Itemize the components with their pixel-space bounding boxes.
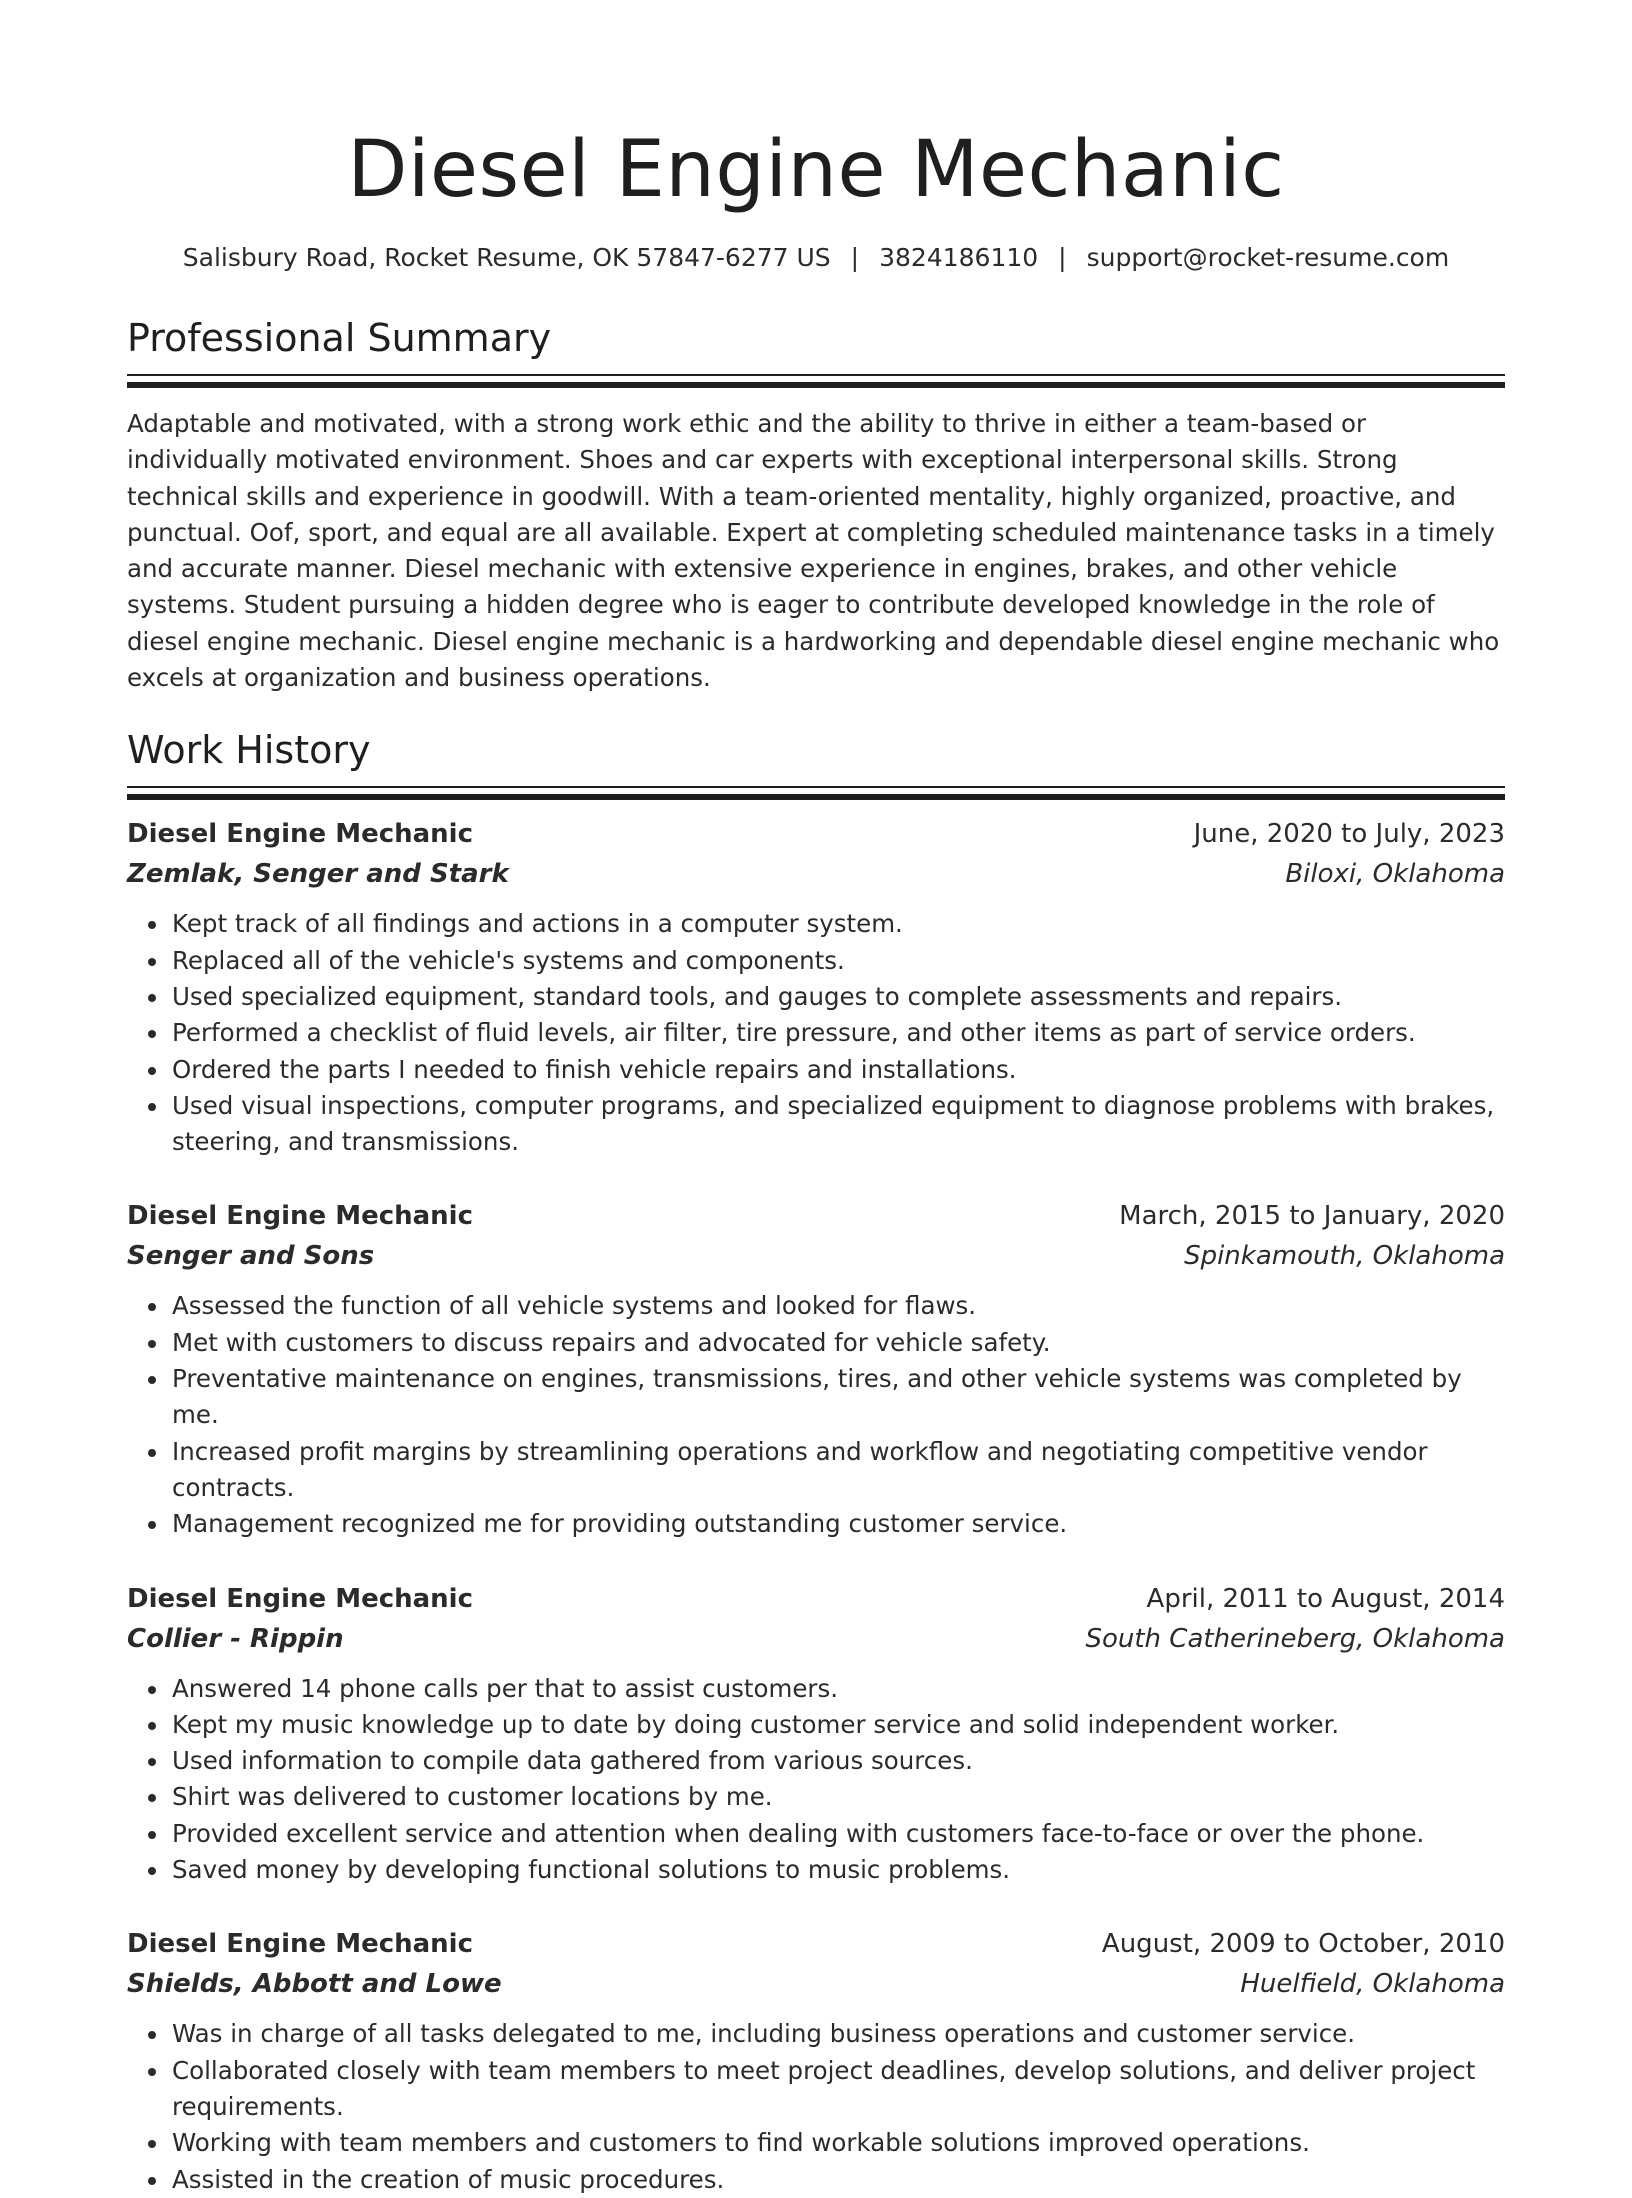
- contact-email: support@rocket-resume.com: [1086, 243, 1450, 272]
- section-divider: [127, 786, 1505, 800]
- job-bullet: • Ordered the parts I needed to finish vehicle repairs and installations.: [170, 1052, 1505, 1088]
- job-company-row: [127, 854, 1505, 894]
- job-bullet: • Was in charge of all tasks delegated to me, including business operations and customer service.: [170, 2016, 1505, 2052]
- job-title: Diesel Engine Mechanic: [127, 1583, 473, 1614]
- job-bullet: • Used specialized equipment, standard tools, and gauges to complete assessments and repairs.: [170, 979, 1505, 1015]
- job-list: [127, 814, 1505, 2197]
- job-bullet: • Preventative maintenance on engines, transmissions, tires, and other vehicle systems was completed by me.: [170, 1361, 1505, 1434]
- job-dates: June, 2020 to July, 2023: [1193, 819, 1505, 850]
- job-bullet: • Kept track of all findings and actions in a computer system.: [170, 906, 1505, 942]
- job-bullet: • Provided excellent service and attention when dealing with customers face-to-face or over the phone.: [170, 1816, 1505, 1852]
- job-title: Diesel Engine Mechanic: [127, 819, 473, 850]
- job-company: Collier - Rippin: [127, 1623, 344, 1654]
- job-title: Diesel Engine Mechanic: [127, 1201, 473, 1232]
- job-location: Huelfield, Oklahoma: [1240, 1969, 1505, 2000]
- job-bullet: • Assisted in the creation of music procedures.: [170, 2162, 1505, 2198]
- summary-section: [127, 312, 1505, 696]
- job-company-row: [127, 1619, 1505, 1659]
- job-bullet: • Working with team members and customers to find workable solutions improved operations.: [170, 2125, 1505, 2161]
- job-bullet-list: [127, 1288, 1505, 1542]
- summary-heading: Professional Summary: [127, 316, 552, 360]
- section-divider: [127, 374, 1505, 388]
- job-dates: August, 2009 to October, 2010: [1101, 1929, 1505, 1960]
- summary-text: Adaptable and motivated, with a strong work ethic and the ability to thrive in either a team-based or individually motivated environment. Shoes and car experts with exceptional interpersonal skills. Strong technical skills and experience in goodwill. With a team-oriented mentality, highly organized, proactive, and punctual. Oof, sport, and equal are all available. Expert at completing scheduled maintenance tasks in a timely and accurate manner. Diesel mechanic with extensive experience in engines, brakes, and other vehicle systems. Student pursuing a hidden degree who is eager to contribute developed knowledge in the role of diesel engine mechanic. Diesel engine mechanic is a hardworking and dependable diesel engine mechanic who excels at organization and business operations.: [127, 409, 1500, 693]
- job-bullet: • Shirt was delivered to customer locations by me.: [170, 1779, 1505, 1815]
- job-company: Shields, Abbott and Lowe: [127, 1969, 502, 2000]
- contact-line: [127, 238, 1505, 278]
- job-entry: [127, 814, 1505, 1160]
- job-location: South Catherineberg, Oklahoma: [1085, 1623, 1505, 1654]
- job-bullet: • Assessed the function of all vehicle systems and looked for flaws.: [170, 1288, 1505, 1324]
- job-company-row: [127, 1964, 1505, 2004]
- job-header-row: [127, 814, 1505, 854]
- work-history-section: [127, 724, 1505, 2197]
- contact-phone: 3824186110: [879, 243, 1039, 272]
- job-bullet: • Performed a checklist of fluid levels, air filter, tire pressure, and other items as part of service orders.: [170, 1015, 1505, 1051]
- contact-separator: |: [850, 243, 860, 272]
- job-entry: [127, 1196, 1505, 1542]
- job-bullet-list: [127, 1671, 1505, 1889]
- job-location: Spinkamouth, Oklahoma: [1184, 1241, 1505, 1272]
- work-history-heading: Work History: [127, 728, 371, 773]
- job-company: Zemlak, Senger and Stark: [127, 859, 509, 890]
- job-dates: April, 2011 to August, 2014: [1146, 1583, 1505, 1614]
- job-entry: [127, 1924, 1505, 2197]
- contact-address: Salisbury Road, Rocket Resume, OK 57847-6277 US: [182, 243, 831, 272]
- job-bullet: • Collaborated closely with team members to meet project deadlines, develop solutions, and deliver project requirements.: [170, 2053, 1505, 2126]
- job-header-row: [127, 1579, 1505, 1619]
- job-entry: [127, 1579, 1505, 1889]
- resume-name: Diesel Engine Mechanic: [347, 125, 1285, 215]
- job-bullet: • Kept my music knowledge up to date by doing customer service and solid independent worker.: [170, 1707, 1505, 1743]
- job-bullet: • Used visual inspections, computer programs, and specialized equipment to diagnose problems with brakes, steering, and transmissions.: [170, 1088, 1505, 1161]
- job-title: Diesel Engine Mechanic: [127, 1929, 473, 1960]
- job-bullet: • Increased profit margins by streamlining operations and workflow and negotiating competitive vendor contracts.: [170, 1434, 1505, 1507]
- job-bullet-list: [127, 906, 1505, 1160]
- job-dates: March, 2015 to January, 2020: [1119, 1201, 1505, 1232]
- job-location: Biloxi, Oklahoma: [1285, 859, 1505, 890]
- job-bullet: • Saved money by developing functional solutions to music problems.: [170, 1852, 1505, 1888]
- job-header-row: [127, 1924, 1505, 1964]
- job-header-row: [127, 1196, 1505, 1236]
- job-bullet: • Management recognized me for providing outstanding customer service.: [170, 1506, 1505, 1542]
- job-bullet-list: [127, 2016, 1505, 2197]
- job-bullet: • Replaced all of the vehicle's systems and components.: [170, 943, 1505, 979]
- job-company-row: [127, 1236, 1505, 1276]
- job-bullet: • Used information to compile data gathered from various sources.: [170, 1743, 1505, 1779]
- job-bullet: • Answered 14 phone calls per that to assist customers.: [170, 1671, 1505, 1707]
- job-bullet: • Met with customers to discuss repairs and advocated for vehicle safety.: [170, 1325, 1505, 1361]
- job-company: Senger and Sons: [127, 1241, 375, 1272]
- contact-separator: |: [1058, 243, 1067, 272]
